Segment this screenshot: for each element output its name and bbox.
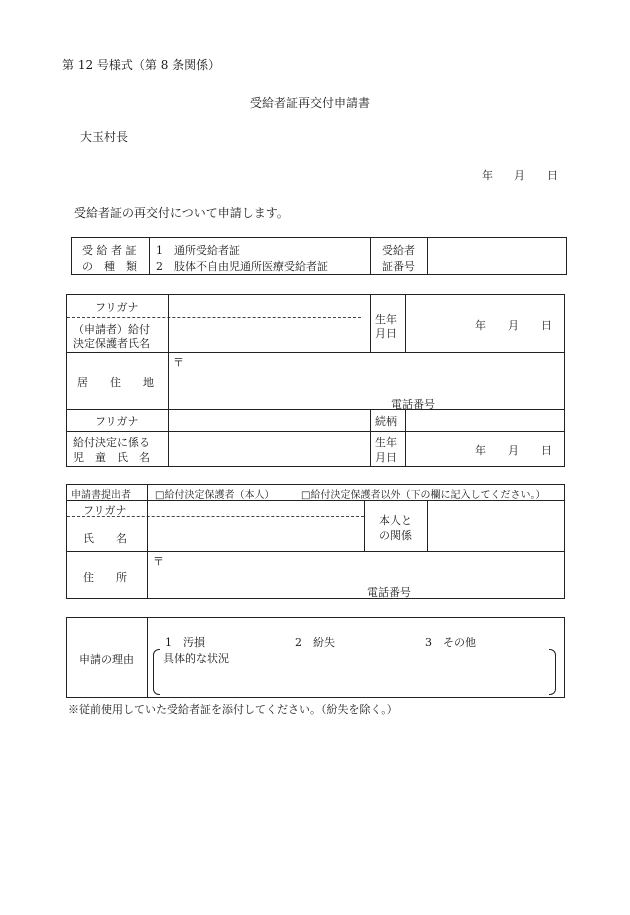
submitter-table	[66, 484, 565, 599]
certificate-type-table	[71, 237, 567, 275]
certificate-type-label-2: の 種 類	[82, 260, 137, 273]
reason-table	[66, 617, 565, 698]
submitter-relation-label-2: の関係	[379, 529, 412, 542]
address-field[interactable]	[171, 353, 561, 407]
submitter-name-label: 氏 名	[83, 532, 127, 545]
intro-text: 受給者証の再交付について申請します。	[74, 206, 289, 220]
submitter-furigana-field[interactable]	[150, 502, 360, 515]
submitter-furigana-label: フリガナ	[83, 504, 127, 517]
applicant-furigana-field[interactable]	[171, 297, 367, 315]
applicant-furigana-label: フリガナ	[95, 301, 139, 314]
certificate-number-label-1: 受給者	[382, 244, 415, 257]
child-name-field[interactable]	[171, 433, 367, 464]
addressee: 大玉村長	[80, 130, 129, 144]
postal-mark: 〒	[173, 356, 184, 369]
certificate-number-label-2: 証番号	[382, 260, 415, 273]
detail-bracket-left	[153, 649, 160, 695]
certificate-number-field[interactable]	[430, 240, 564, 272]
reason-option-1[interactable]: 1 汚損	[165, 636, 205, 649]
reason-option-2[interactable]: 2 紛失	[295, 636, 335, 649]
child-name-label-1: 給付決定に係る	[73, 436, 150, 449]
child-birth-day: 日	[541, 444, 552, 457]
date-day-label: 日	[547, 169, 558, 182]
detail-label: 具体的な状況	[163, 652, 229, 665]
detail-field[interactable]	[161, 664, 545, 692]
applicant-name-label-1: （申請者）給付	[73, 323, 150, 336]
phone-label: 電話番号	[391, 398, 435, 411]
form-number: 第 12 号様式（第 8 条関係）	[62, 58, 221, 72]
submitter-name-field[interactable]	[150, 519, 360, 549]
certificate-option-1: 1 通所受給者証	[156, 244, 240, 257]
submitter-phone-label: 電話番号	[367, 586, 411, 599]
applicant-birth-month: 月	[508, 319, 519, 332]
child-birth-year: 年	[475, 444, 486, 457]
applicant-table	[66, 294, 565, 467]
applicant-birth-year: 年	[475, 319, 486, 332]
reason-option-3[interactable]: 3 その他	[425, 636, 476, 649]
applicant-birth-label-2: 月日	[375, 327, 397, 340]
submitter-postal-mark: 〒	[153, 555, 164, 568]
child-birth-month: 月	[508, 444, 519, 457]
child-furigana-label: フリガナ	[95, 415, 139, 428]
submitter-address-field[interactable]	[150, 553, 562, 596]
submitter-address-label: 住 所	[83, 571, 127, 584]
submitter-option-other[interactable]: □給付決定保護者以外（下の欄に記入してください。）	[301, 490, 546, 501]
child-birth-label-1: 生年	[375, 436, 397, 449]
page-title: 受給者証再交付申請書	[250, 96, 371, 110]
certificate-type-label-1: 受 給 者 証	[82, 244, 137, 257]
child-birth-label-2: 月日	[375, 451, 397, 464]
applicant-birth-label-1: 生年	[375, 313, 397, 326]
submitter-relation-label-1: 本人と	[379, 514, 412, 527]
submitter-option-self[interactable]: □給付決定保護者（本人）	[155, 490, 275, 501]
reason-label: 申請の理由	[79, 653, 134, 666]
relation-label: 続柄	[375, 415, 397, 428]
detail-bracket-right	[549, 649, 556, 695]
submitter-relation-field[interactable]	[430, 502, 562, 549]
applicant-name-label-2: 決定保護者氏名	[73, 337, 150, 350]
applicant-name-field[interactable]	[171, 320, 367, 350]
address-label: 居 住 地	[77, 376, 154, 389]
date-month-label: 月	[514, 169, 525, 182]
child-name-label-2: 児 童 氏 名	[73, 451, 150, 464]
date-year-label: 年	[482, 169, 493, 182]
relation-field[interactable]	[408, 411, 562, 429]
applicant-birth-day: 日	[541, 319, 552, 332]
certificate-option-2: 2 肢体不自由児通所医療受給者証	[156, 260, 328, 273]
submitter-label: 申請書提出者	[71, 490, 131, 501]
footnote: ※従前使用していた受給者証を添付してください。（紛失を除く。）	[68, 703, 398, 716]
